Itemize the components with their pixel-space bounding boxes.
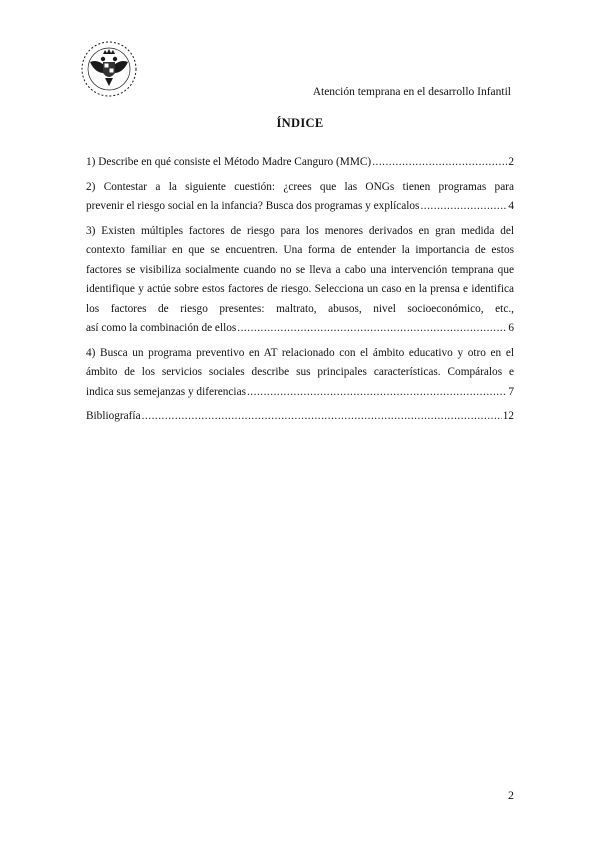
toc-entry-2[interactable] [86,178,514,217]
toc-page-number: 12 [502,410,514,422]
page-number: 2 [508,788,514,802]
page-title: ÍNDICE [276,116,324,130]
toc-leader-dots [247,383,507,403]
table-of-contents [86,153,514,432]
toc-entry-text: 2) Contestar a la siguiente cuestión: ¿crees que las ONGs tienen programas para [86,180,514,193]
toc-entry-text: indica sus semejanzas y diferencias [86,385,246,398]
toc-page-number: 6 [508,322,514,334]
toc-page-number: 4 [508,200,514,212]
toc-entry-text: 3) Existen múltiples factores de riesgo para los menores derivados en gran medida del contexto familiar en que se encuentren. Una forma de entender la importancia de estos factores se visibiliza socialmente cuando no se lleva a cabo una intervención temprana que identifique y actúe sobre estos factores de riesgo. Selecciona un caso en la prensa e identifica los factores de riesgo presentes: maltrato, abusos, nivel socioeconómico, etc., [86,224,514,315]
toc-entry-text: 4) Busca un programa preventivo en AT relacionado con el ámbito educativo y otro en el ámbito de los servicios sociales describe sus principales características. Compáralos e [86,346,514,378]
toc-leader-dots [237,319,507,339]
toc-page-number: 7 [508,385,514,398]
toc-leader-dots [372,153,507,173]
toc-entry-1[interactable] [86,153,514,173]
toc-entry-3[interactable] [86,222,514,339]
toc-leader-dots [142,407,502,427]
toc-entry-text: 1) Describe en qué consiste el Método Madre Canguro (MMC) [86,156,372,168]
toc-entry-4[interactable] [86,344,514,403]
toc-entry-text: así como la combinación de ellos [86,322,237,334]
toc-page-number: 2 [508,156,514,168]
header-title: Atención temprana en el desarrollo Infantil [312,86,511,98]
toc-leader-dots [420,197,507,217]
toc-entry-bibliography[interactable] [86,407,514,427]
toc-entry-text: prevenir el riesgo social en la infancia? Busca dos programas y explícalos [86,200,420,212]
university-crest-icon [80,40,138,98]
toc-entry-text: Bibliografía [86,410,141,422]
